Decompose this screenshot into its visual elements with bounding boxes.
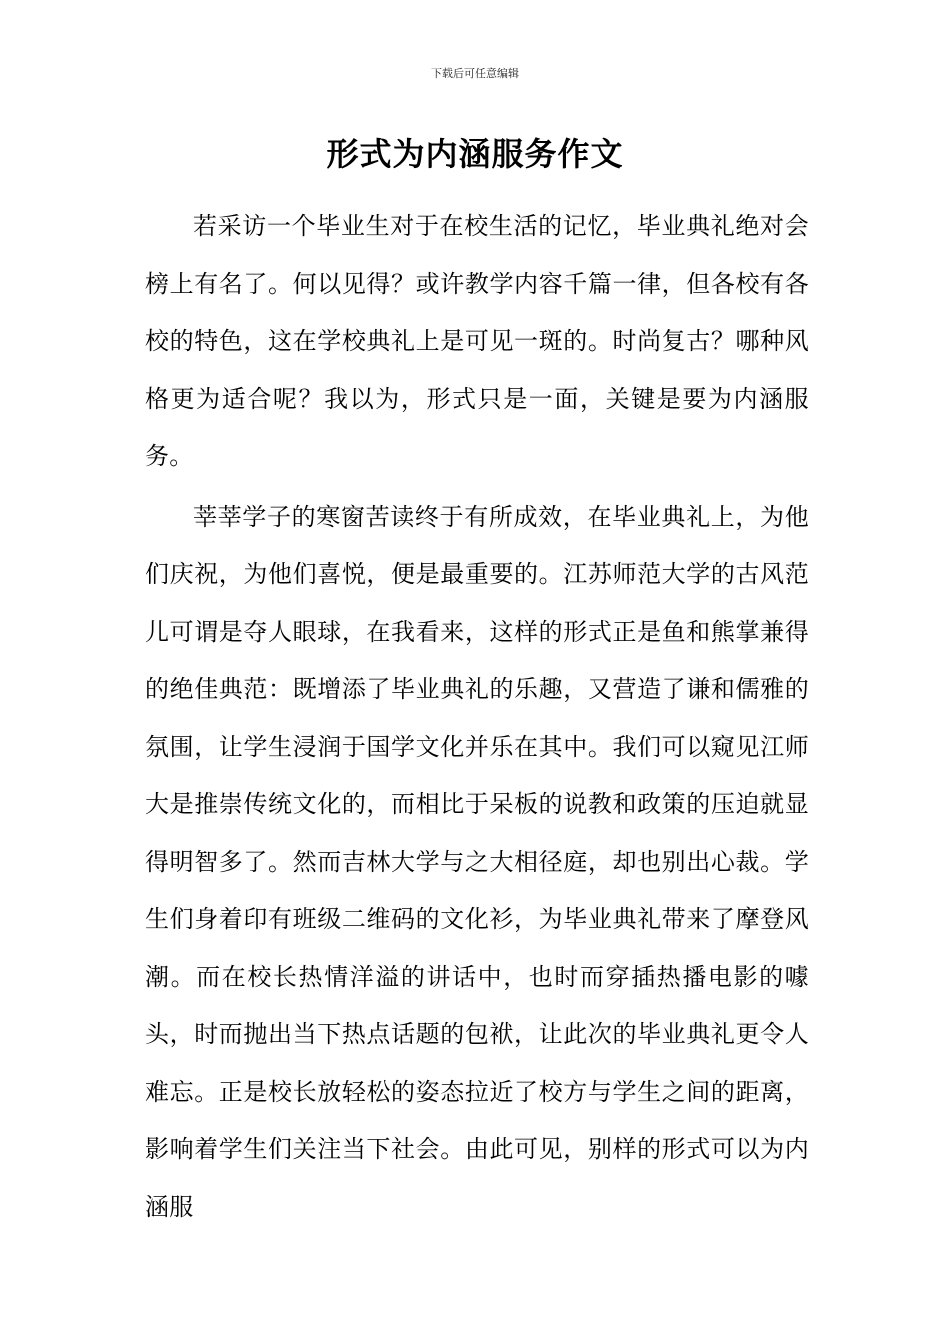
paragraph-2: 莘莘学子的寒窗苦读终于有所成效，在毕业典礼上，为他们庆祝，为他们喜悦，便是最重要的。江苏师范大学的古风范儿可谓是夺人眼球，在我看来，这样的形式正是鱼和熊掌兼得的绝佳典范：既增添了毕业典礼的乐趣，又营造了谦和儒雅的氛围，让学生浸润于国学文化并乐在其中。我们可以窥见江师大是推崇传统文化的，而相比于呆板的说教和政策的压迫就显得明智多了。然而吉林大学与之大相径庭，却也别出心裁。学生们身着印有班级二维码的文化衫，为毕业典礼带来了摩登风潮。而在校长热情洋溢的讲话中，也时而穿插热播电影的噱头，时而抛出当下热点话题的包袱，让此次的毕业典礼更令人难忘。正是校长放轻松的姿态拉近了校方与学生之间的距离，影响着学生们关注当下社会。由此可见，别样的形式可以为内涵服 [145, 502, 809, 1221]
paragraph-1: 若采访一个毕业生对于在校生活的记忆，毕业典礼绝对会榜上有名了。何以见得？或许教学内容千篇一律，但各校有各校的特色，这在学校典礼上是可见一斑的。时尚复古？哪种风格更为适合呢？我以为，形式只是一面，关键是要为内涵服务。 [145, 212, 809, 470]
document-title: 形式为内涵服务作文 [326, 135, 624, 173]
page-header-note: 下载后可任意编辑 [431, 67, 519, 80]
document-body [145, 198, 809, 1236]
